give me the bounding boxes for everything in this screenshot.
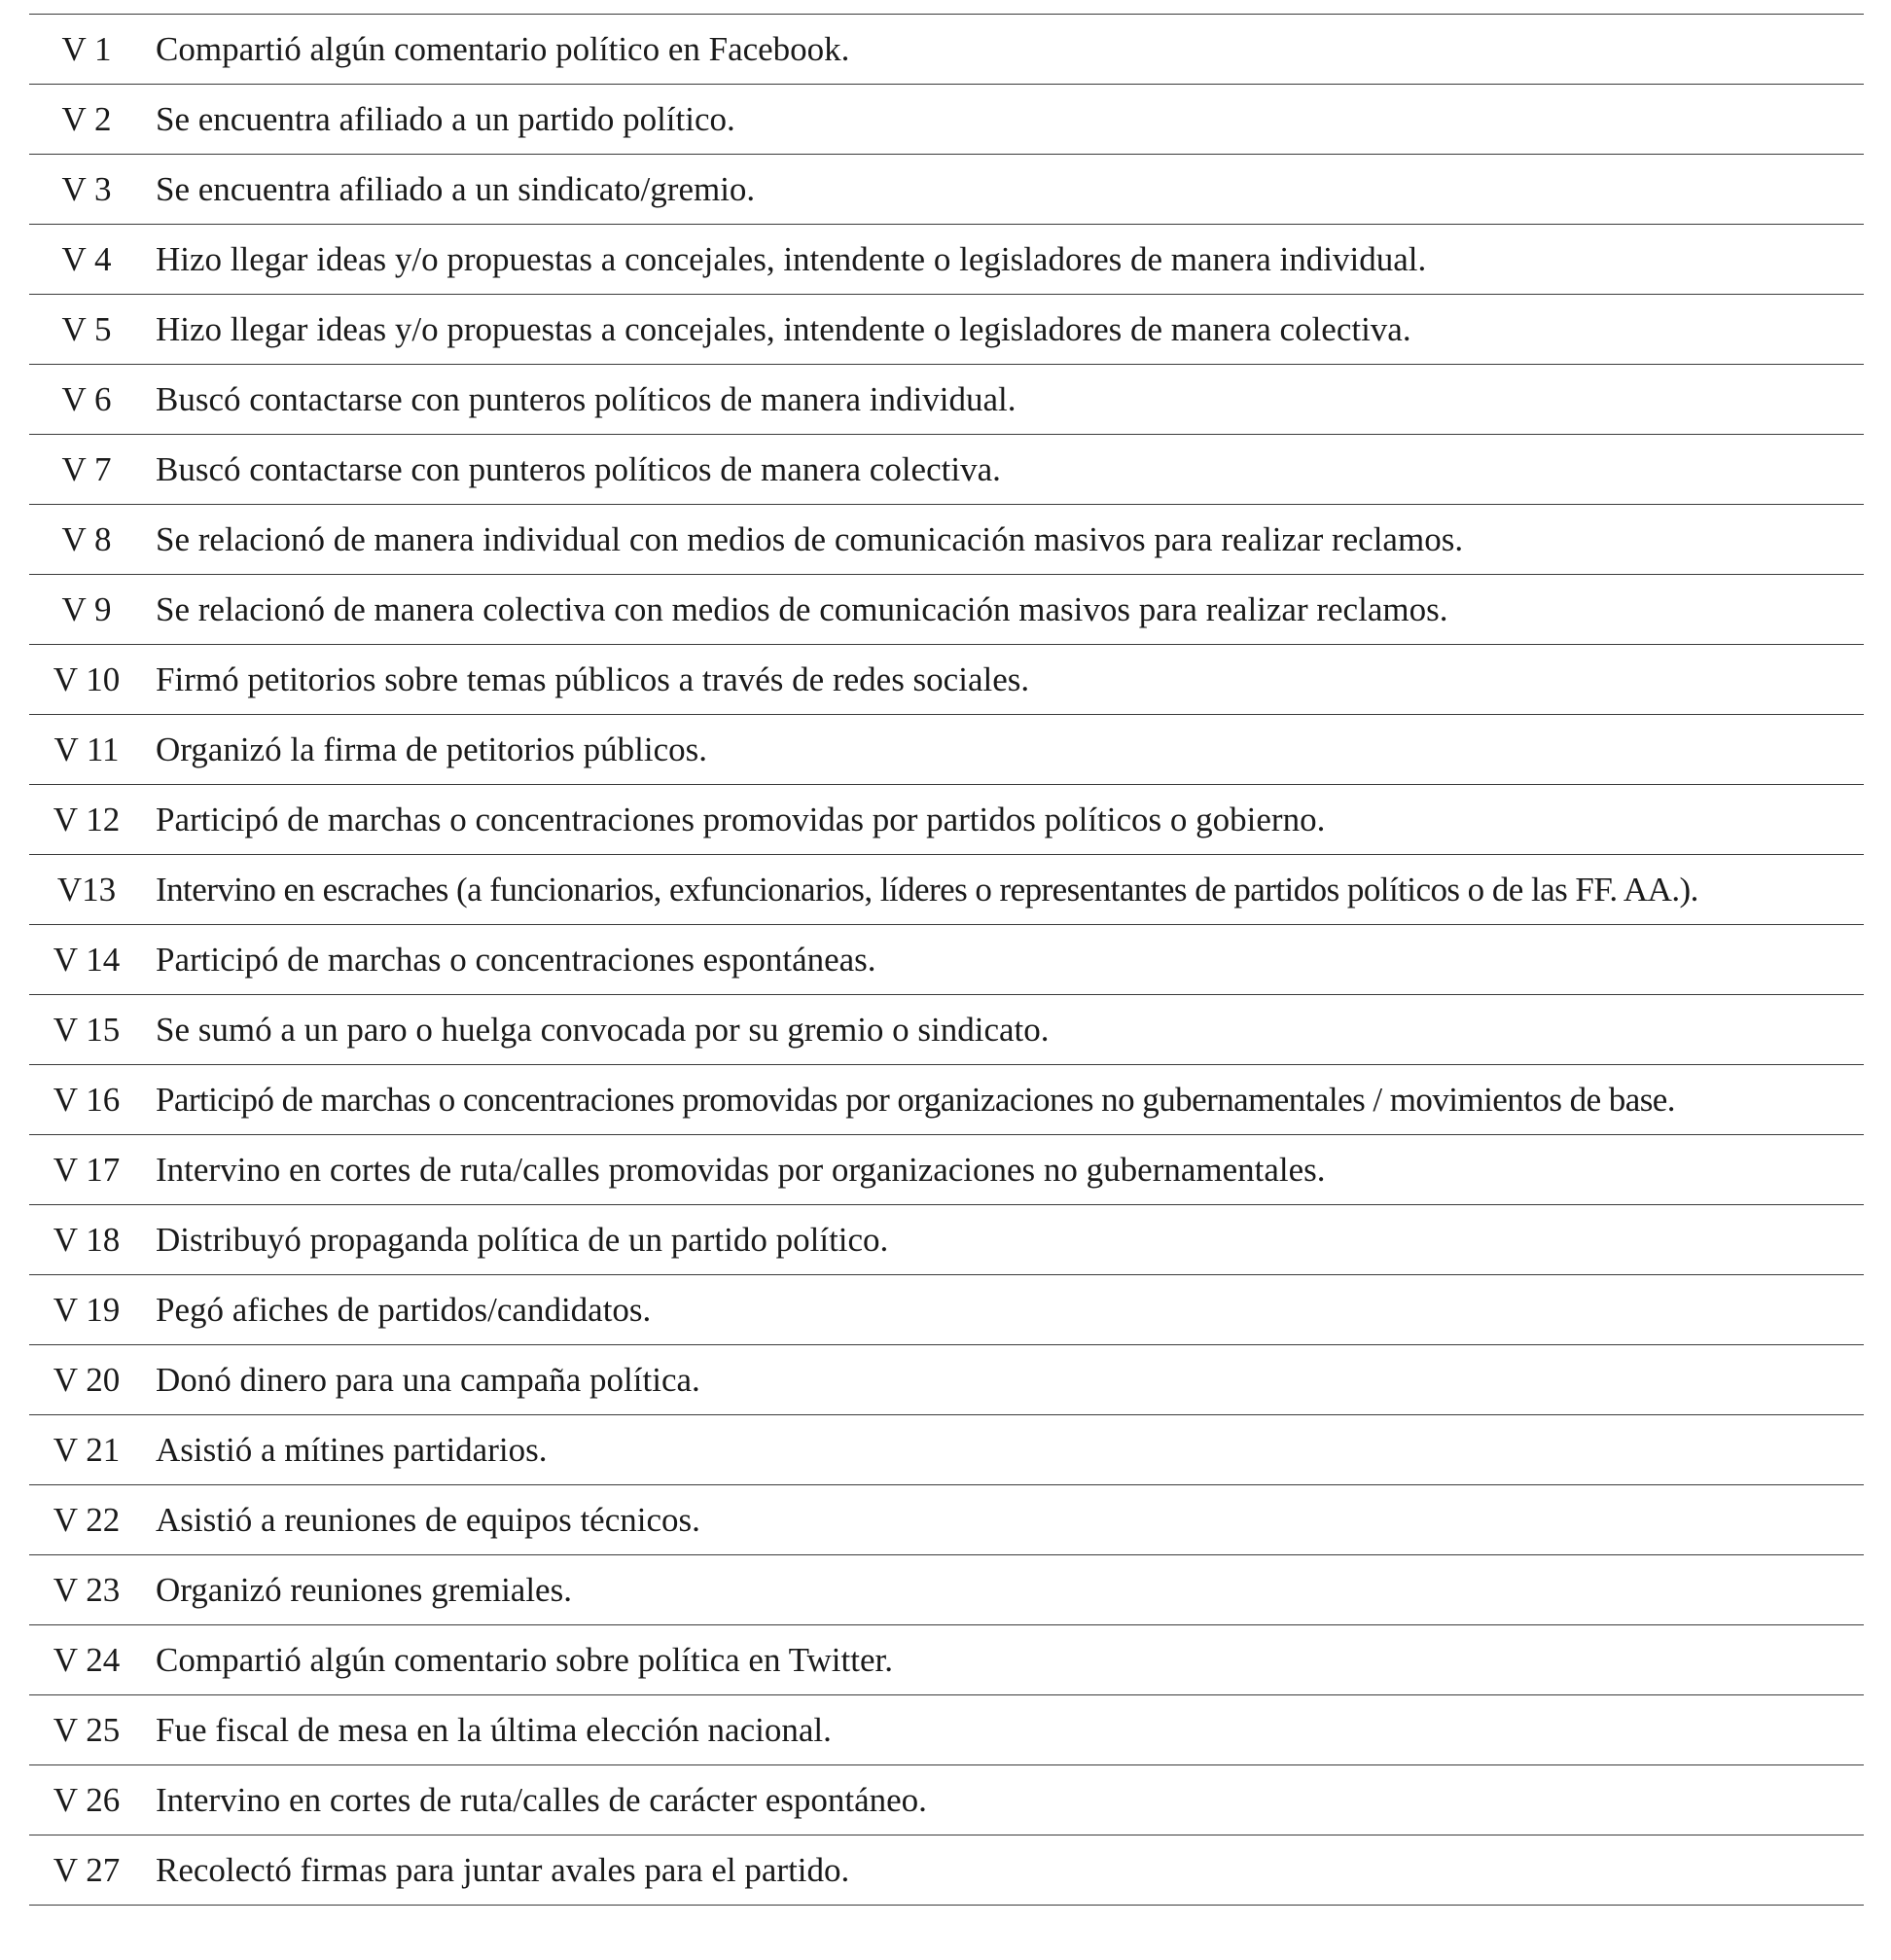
variable-description: Organizó reuniones gremiales. bbox=[144, 1555, 1864, 1625]
variable-description: Hizo llegar ideas y/o propuestas a concejales, intendente o legisladores de manera colectiva. bbox=[144, 295, 1864, 365]
variable-code: V 26 bbox=[29, 1765, 144, 1835]
variable-code: V 1 bbox=[29, 15, 144, 85]
table-row bbox=[29, 15, 1864, 85]
table-row bbox=[29, 1415, 1864, 1485]
variable-description: Se relacionó de manera colectiva con medios de comunicación masivos para realizar reclamos. bbox=[144, 575, 1864, 645]
variable-code: V 22 bbox=[29, 1485, 144, 1555]
variable-description: Se encuentra afiliado a un sindicato/gremio. bbox=[144, 155, 1864, 225]
table-row bbox=[29, 505, 1864, 575]
variable-code: V 3 bbox=[29, 155, 144, 225]
table-row bbox=[29, 155, 1864, 225]
variable-code: V 27 bbox=[29, 1835, 144, 1906]
table-row bbox=[29, 1835, 1864, 1906]
table-row bbox=[29, 645, 1864, 715]
variable-code: V 5 bbox=[29, 295, 144, 365]
variables-table-body bbox=[29, 15, 1864, 1906]
variable-code: V 19 bbox=[29, 1275, 144, 1345]
table-row bbox=[29, 1555, 1864, 1625]
variable-description: Recolectó firmas para juntar avales para el partido. bbox=[144, 1835, 1864, 1906]
variable-description: Se encuentra afiliado a un partido político. bbox=[144, 85, 1864, 155]
variable-code: V 20 bbox=[29, 1345, 144, 1415]
variables-table bbox=[29, 14, 1864, 1906]
table-row bbox=[29, 1345, 1864, 1415]
variable-description: Buscó contactarse con punteros políticos de manera individual. bbox=[144, 365, 1864, 435]
variable-code: V 12 bbox=[29, 785, 144, 855]
variable-description: Intervino en cortes de ruta/calles promovidas por organizaciones no gubernamentales. bbox=[144, 1135, 1864, 1205]
table-row bbox=[29, 295, 1864, 365]
variable-description: Firmó petitorios sobre temas públicos a través de redes sociales. bbox=[144, 645, 1864, 715]
variable-description: Asistió a mítines partidarios. bbox=[144, 1415, 1864, 1485]
variable-description: Se relacionó de manera individual con medios de comunicación masivos para realizar reclamos. bbox=[144, 505, 1864, 575]
variable-code: V 15 bbox=[29, 995, 144, 1065]
variable-description: Hizo llegar ideas y/o propuestas a concejales, intendente o legisladores de manera individual. bbox=[144, 225, 1864, 295]
table-row bbox=[29, 1065, 1864, 1135]
variable-description: Buscó contactarse con punteros políticos de manera colectiva. bbox=[144, 435, 1864, 505]
table-row bbox=[29, 1135, 1864, 1205]
variable-code: V 24 bbox=[29, 1625, 144, 1695]
variable-code: V 4 bbox=[29, 225, 144, 295]
variable-description: Participó de marchas o concentraciones promovidas por organizaciones no gubernamentales / movimientos de base. bbox=[144, 1065, 1864, 1135]
variable-code: V 8 bbox=[29, 505, 144, 575]
variable-code: V 23 bbox=[29, 1555, 144, 1625]
table-row bbox=[29, 715, 1864, 785]
table-row bbox=[29, 995, 1864, 1065]
variable-description: Compartió algún comentario sobre política en Twitter. bbox=[144, 1625, 1864, 1695]
variable-description: Intervino en cortes de ruta/calles de carácter espontáneo. bbox=[144, 1765, 1864, 1835]
variable-description: Pegó afiches de partidos/candidatos. bbox=[144, 1275, 1864, 1345]
variable-description: Distribuyó propaganda política de un partido político. bbox=[144, 1205, 1864, 1275]
table-row bbox=[29, 1695, 1864, 1765]
variable-code: V 21 bbox=[29, 1415, 144, 1485]
variable-description: Fue fiscal de mesa en la última elección nacional. bbox=[144, 1695, 1864, 1765]
variable-code: V 10 bbox=[29, 645, 144, 715]
table-row bbox=[29, 1275, 1864, 1345]
variable-code: V 16 bbox=[29, 1065, 144, 1135]
variable-description: Asistió a reuniones de equipos técnicos. bbox=[144, 1485, 1864, 1555]
variable-description: Compartió algún comentario político en Facebook. bbox=[144, 15, 1864, 85]
variable-description: Organizó la firma de petitorios públicos. bbox=[144, 715, 1864, 785]
variable-code: V 17 bbox=[29, 1135, 144, 1205]
variable-description: Se sumó a un paro o huelga convocada por su gremio o sindicato. bbox=[144, 995, 1864, 1065]
variable-description: Participó de marchas o concentraciones promovidas por partidos políticos o gobierno. bbox=[144, 785, 1864, 855]
table-row bbox=[29, 435, 1864, 505]
table-row bbox=[29, 1765, 1864, 1835]
variable-code: V 18 bbox=[29, 1205, 144, 1275]
table-row bbox=[29, 1485, 1864, 1555]
table-row bbox=[29, 1205, 1864, 1275]
variable-code: V 9 bbox=[29, 575, 144, 645]
variable-code: V 11 bbox=[29, 715, 144, 785]
table-row bbox=[29, 855, 1864, 925]
variable-code: V 2 bbox=[29, 85, 144, 155]
variable-code: V 14 bbox=[29, 925, 144, 995]
table-row bbox=[29, 575, 1864, 645]
variable-code: V13 bbox=[29, 855, 144, 925]
variable-description: Intervino en escraches (a funcionarios, exfuncionarios, líderes o representantes de partidos políticos o de las FF. AA.). bbox=[144, 855, 1864, 925]
table-row bbox=[29, 365, 1864, 435]
table-row bbox=[29, 85, 1864, 155]
variable-code: V 25 bbox=[29, 1695, 144, 1765]
variable-code: V 6 bbox=[29, 365, 144, 435]
variables-table-container bbox=[29, 14, 1864, 1906]
variable-description: Participó de marchas o concentraciones espontáneas. bbox=[144, 925, 1864, 995]
table-row bbox=[29, 925, 1864, 995]
table-row bbox=[29, 1625, 1864, 1695]
variable-code: V 7 bbox=[29, 435, 144, 505]
table-row bbox=[29, 225, 1864, 295]
table-row bbox=[29, 785, 1864, 855]
variable-description: Donó dinero para una campaña política. bbox=[144, 1345, 1864, 1415]
